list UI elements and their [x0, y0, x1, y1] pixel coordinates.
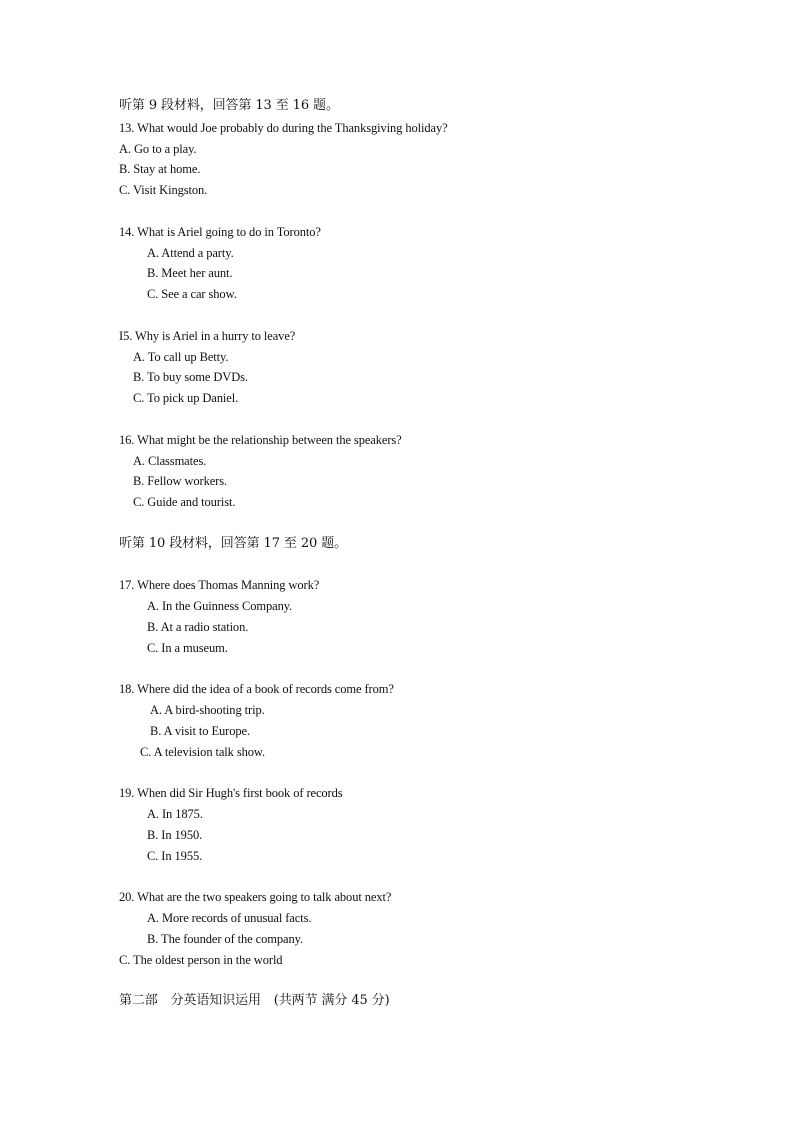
q20-option-b: B. The founder of the company. — [147, 932, 303, 946]
question-20: 20. What are the two speakers going to talk about next? — [119, 890, 392, 904]
q13-option-c: C. Visit Kingston. — [119, 183, 208, 197]
q15-option-b: B. To buy some DVDs. — [133, 370, 248, 384]
q14-option-b: B. Meet her aunt. — [147, 266, 233, 280]
q19-option-b: B. In 1950. — [147, 828, 203, 842]
q20-option-a: A. More records of unusual facts. — [147, 911, 312, 925]
q19-option-a: A. In 1875. — [147, 807, 203, 821]
q19-option-c: C. In 1955. — [147, 849, 203, 863]
q17-option-c: C. In a museum. — [147, 641, 228, 655]
q18-option-c: C. A television talk show. — [140, 745, 266, 759]
question-14: 14. What is Ariel going to do in Toronto? — [119, 225, 321, 239]
q17-option-b: B. At a radio station. — [147, 620, 249, 634]
question-16: 16. What might be the relationship between the speakers? — [119, 433, 402, 447]
q13-option-b: B. Stay at home. — [119, 162, 201, 176]
q18-option-a: A. A bird-shooting trip. — [150, 703, 265, 717]
question-15: I5. Why is Ariel in a hurry to leave? — [119, 329, 296, 343]
q14-option-a: A. Attend a party. — [147, 246, 234, 260]
question-13: 13. What would Joe probably do during the Thanksgiving holiday? — [119, 121, 448, 135]
q18-option-b: B. A visit to Europe. — [150, 724, 250, 738]
question-17: 17. Where does Thomas Manning work? — [119, 578, 320, 592]
q15-option-c: C. To pick up Daniel. — [133, 391, 239, 405]
q17-option-a: A. In the Guinness Company. — [147, 599, 293, 613]
q14-option-c: C. See a car show. — [147, 287, 237, 301]
q16-option-a: A. Classmates. — [133, 454, 207, 468]
question-18: 18. Where did the idea of a book of records come from? — [119, 682, 394, 696]
q20-option-c: C. The oldest person in the world — [119, 953, 283, 967]
section-heading: 听第 9 段材料，回答第 13 至 16 题。 — [119, 98, 339, 113]
q16-option-b: B. Fellow workers. — [133, 474, 228, 488]
q15-option-a: A. To call up Betty. — [133, 350, 229, 364]
section-heading: 听第 10 段材料，回答第 17 至 20 题。 — [119, 536, 348, 551]
part-heading: 第二部 分英语知识运用 (共两节 满分 45 分) — [119, 993, 390, 1008]
q13-option-a: A. Go to a play. — [119, 142, 197, 156]
q16-option-c: C. Guide and tourist. — [133, 495, 236, 509]
question-19: 19. When did Sir Hugh's first book of records — [119, 786, 343, 800]
